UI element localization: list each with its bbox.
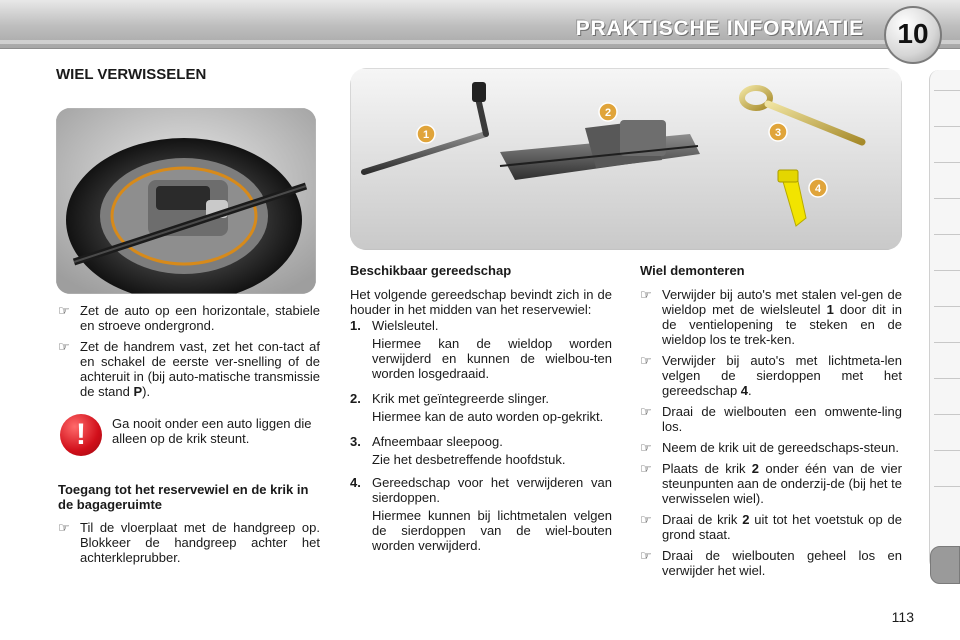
spare-wheel-photo: [56, 108, 316, 294]
callout-1: [417, 125, 435, 143]
item-description: Hiermee kan de wieldop worden verwijderd en kunnen de wielbou-ten worden losgedraaid.: [372, 336, 612, 381]
chapter-tab-divider: [934, 162, 960, 163]
chapter-title: PRAKTISCHE INFORMATIE: [575, 17, 864, 40]
bullet-bold: 4: [740, 383, 749, 398]
bullet-text: Zet de handrem vast, zet het con-tact af en schakel de eerste ver-snelling of de achteruit in (bij auto-matische transmissie de stand: [80, 339, 320, 399]
list-item: [350, 391, 612, 406]
bullet-text: Plaats de krik: [662, 461, 752, 476]
bullet-text-end: ).: [142, 384, 151, 399]
bullet-bold: P: [133, 384, 143, 399]
bullet-text: Verwijder bij auto's met lichtmeta-len velgen de sierdoppen met het gereedschap: [662, 353, 902, 398]
subsection-heading: Wiel demonteren: [640, 263, 745, 278]
callout-3-label: 3: [774, 127, 782, 139]
chapter-number: 10: [897, 18, 929, 49]
subsection-heading: Toegang tot het reservewiel en de krik in de bagageruimte: [58, 482, 309, 512]
warning-text: Ga nooit onder een auto liggen die alleen op de krik steunt.: [112, 416, 312, 446]
chapter-tab-divider: [934, 486, 960, 487]
callout-3: [769, 123, 787, 141]
callout-4-label: 4: [814, 183, 822, 195]
item-description: Hiermee kan de auto worden op-gekrikt.: [372, 409, 604, 424]
chapter-tab-divider: [934, 198, 960, 199]
item-number: 2.: [350, 391, 361, 406]
callout-2: [599, 103, 617, 121]
callout-1-label: 1: [422, 129, 430, 141]
bullet-text: Til de vloerplaat met de handgreep op. Blokkeer de handgreep achter het achterkleprubber.: [80, 520, 320, 565]
bullet-text: Zet de auto op een horizontale, stabiele en stroeve ondergrond.: [80, 303, 320, 333]
list-item: [640, 461, 902, 506]
chapter-tab-divider: [934, 306, 960, 307]
list-item: [58, 339, 320, 399]
exclamation-icon: !: [60, 414, 102, 456]
item-number: 1.: [350, 318, 361, 333]
item-label: Krik met geïntegreerde slinger.: [372, 391, 550, 406]
list-item: [58, 303, 320, 333]
list-item: [640, 512, 902, 542]
item-number: 4.: [350, 475, 361, 490]
chapter-tab-divider: [934, 450, 960, 451]
bullet-text: Draai de krik: [662, 512, 743, 527]
page-header: [0, 0, 960, 49]
callout-2-label: 2: [604, 107, 612, 119]
subsection-heading: Beschikbaar gereedschap: [350, 263, 512, 278]
list-item: [350, 434, 612, 449]
bullet-text: Neem de krik uit de gereedschaps-steun.: [662, 440, 900, 455]
chapter-tab-divider: [934, 270, 960, 271]
chapter-tab-divider: [934, 234, 960, 235]
item-number: 3.: [350, 434, 361, 449]
chapter-tab-divider: [934, 414, 960, 415]
chapter-tab-divider: [934, 126, 960, 127]
callout-4: [809, 179, 827, 197]
bullet-bold: 2: [751, 461, 760, 476]
section-title: WIEL VERWISSELEN: [56, 66, 207, 83]
left-bottom-section: [58, 482, 320, 571]
bullet-text: Draai de wielbouten een omwente-ling los.: [662, 404, 902, 434]
bullet-bold: 2: [742, 512, 750, 527]
right-column: [640, 263, 902, 584]
item-label: Afneembaar sleepoog.: [372, 434, 503, 449]
bullet-text-end: onder één van de vier steunpunten aan de onderzij-de (bij het te verwisselen wiel).: [662, 461, 902, 506]
chapter-badge: [884, 6, 942, 64]
item-description: Hiermee kunnen bij lichtmetalen velgen de sierdoppen van de wiel-bouten worden verwijderd.: [372, 508, 612, 553]
list-item: [640, 548, 902, 578]
bullet-text-end: .: [748, 383, 752, 398]
item-description: Zie het desbetreffende hoofdstuk.: [372, 452, 566, 467]
bullet-text-end: door dit in de ventielopening te steken en de wieldop los te trek-ken.: [662, 302, 902, 347]
bullet-text: Verwijder bij auto's met stalen vel-gen de wieldop met de wielsleutel: [662, 287, 902, 317]
bullet-text-end: uit tot het voetstuk op de grond staat.: [662, 512, 902, 542]
list-item: [640, 353, 902, 398]
item-label: Gereedschap voor het verwijderen van sierdoppen.: [372, 475, 612, 505]
intro-text: Het volgende gereedschap bevindt zich in de houder in het midden van het reservewiel:: [350, 287, 612, 317]
left-column: [58, 303, 320, 405]
bullet-text: Draai de wielbouten geheel los en verwijder het wiel.: [662, 548, 902, 578]
chapter-tab-divider: [934, 342, 960, 343]
list-item: [350, 475, 612, 505]
list-item: [640, 440, 902, 455]
bullet-bold: 1: [826, 302, 834, 317]
list-item: [350, 318, 612, 333]
chapter-tab-divider: [934, 378, 960, 379]
list-item: [58, 520, 320, 565]
chapter-tabs: [929, 70, 960, 570]
chapter-tab-divider: [934, 90, 960, 91]
item-label: Wielsleutel.: [372, 318, 439, 333]
page-number: 113: [891, 609, 914, 625]
chapter-tab-active: [930, 546, 960, 584]
list-item: [640, 404, 902, 434]
tools-photo: [350, 68, 902, 250]
middle-column: [350, 263, 612, 559]
warning-box: [58, 412, 320, 462]
list-item: [640, 287, 902, 347]
